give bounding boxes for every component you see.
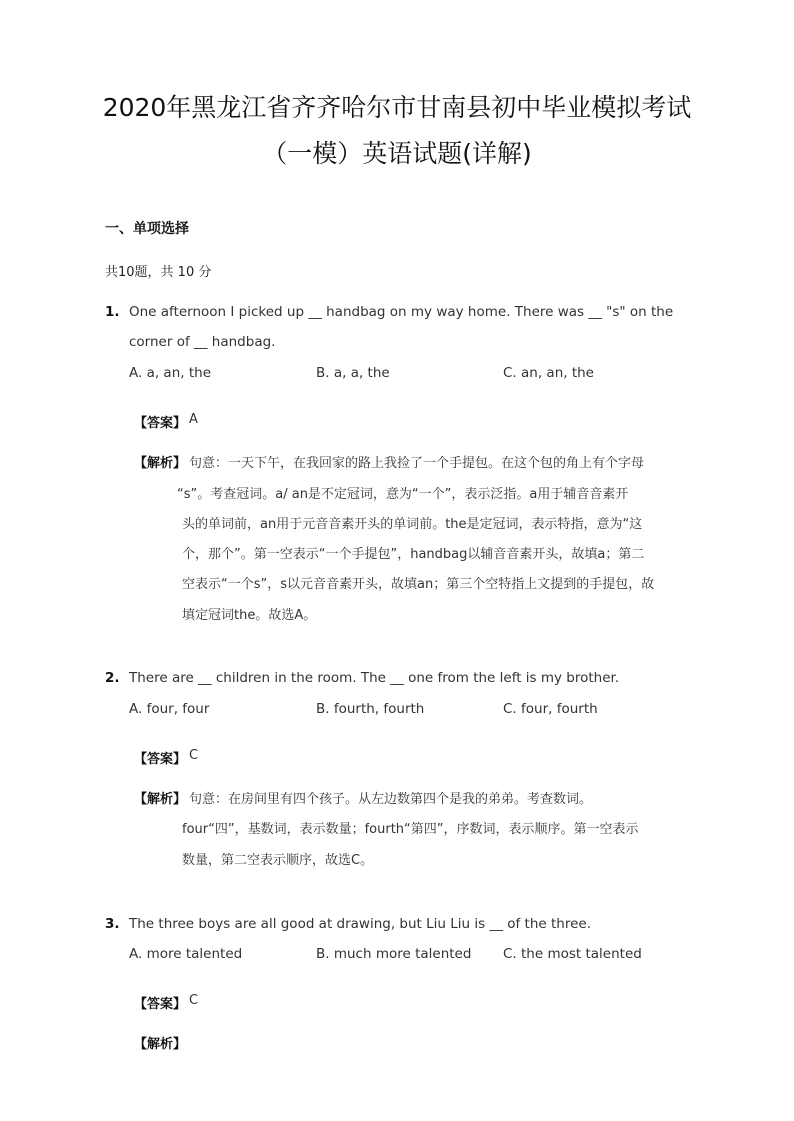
analysis-line: 空表示“一个s”，s以元音音素开头，故填an；第三个空特指上文提到的手提包，故 xyxy=(182,577,655,592)
option-c: C. four, fourth xyxy=(503,701,598,717)
question-stem-line: One afternoon I picked up __ handbag on my way home. There was __ "s" on the xyxy=(129,304,674,320)
option-b: B. a, a, the xyxy=(316,365,390,381)
question-number: 3. xyxy=(105,916,120,932)
option-c: C. an, an, the xyxy=(503,365,594,381)
answer-value: C xyxy=(189,748,199,763)
option-c: C. the most talented xyxy=(503,946,642,962)
question-count: 共10题，共 10 分 xyxy=(105,265,212,280)
answer-value: A xyxy=(189,412,198,427)
analysis-line: four“四”，基数词，表示数量；fourth“第四”，序数词，表示顺序。第一空表示 xyxy=(182,822,639,837)
analysis-line: 头的单词前，an用于元音音素开头的单词前。the是定冠词，表示特指，意为“这 xyxy=(182,517,643,532)
section-heading: 一、单项选择 xyxy=(105,221,189,237)
analysis-line: 填定冠词the。故选A。 xyxy=(182,608,317,623)
question-stem-line: The three boys are all good at drawing, but Liu Liu is __ of the three. xyxy=(129,916,592,932)
analysis-line: 句意：一天下午，在我回家的路上我捡了一个手提包。在这个包的角上有个字母 xyxy=(189,456,645,471)
document-title-line-1: 2020年黑龙江省齐齐哈尔市甘南县初中毕业模拟考试 xyxy=(102,93,692,122)
option-a: A. a, an, the xyxy=(129,365,212,381)
analysis-tag: 【解析】 xyxy=(134,456,187,471)
option-b: B. much more talented xyxy=(316,946,472,962)
document-title-line-2: （一模）英语试题(详解) xyxy=(262,139,532,168)
analysis-line: 数量，第二空表示顺序，故选C。 xyxy=(182,853,374,868)
question-stem-line: corner of __ handbag. xyxy=(129,334,276,350)
answer-tag: 【答案】 xyxy=(134,752,187,767)
option-a: A. four, four xyxy=(129,701,210,717)
question-stem-line: There are __ children in the room. The __ one from the left is my brother. xyxy=(129,670,620,686)
analysis-tag: 【解析】 xyxy=(134,1037,187,1052)
question-number: 1. xyxy=(105,304,120,320)
analysis-line: 个，那个”。第一空表示“一个手提包”，handbag以辅音音素开头，故填a；第二 xyxy=(182,547,645,562)
analysis-tag: 【解析】 xyxy=(134,792,187,807)
analysis-line: “s”。考查冠词。a/ an是不定冠词，意为“一个”，表示泛指。a用于辅音音素开 xyxy=(177,487,629,502)
analysis-line: 句意：在房间里有四个孩子。从左边数第四个是我的弟弟。考查数词。 xyxy=(189,792,593,807)
answer-tag: 【答案】 xyxy=(134,997,187,1012)
answer-tag: 【答案】 xyxy=(134,416,187,431)
option-a: A. more talented xyxy=(129,946,243,962)
question-number: 2. xyxy=(105,670,120,686)
option-b: B. fourth, fourth xyxy=(316,701,425,717)
answer-value: C xyxy=(189,993,199,1008)
